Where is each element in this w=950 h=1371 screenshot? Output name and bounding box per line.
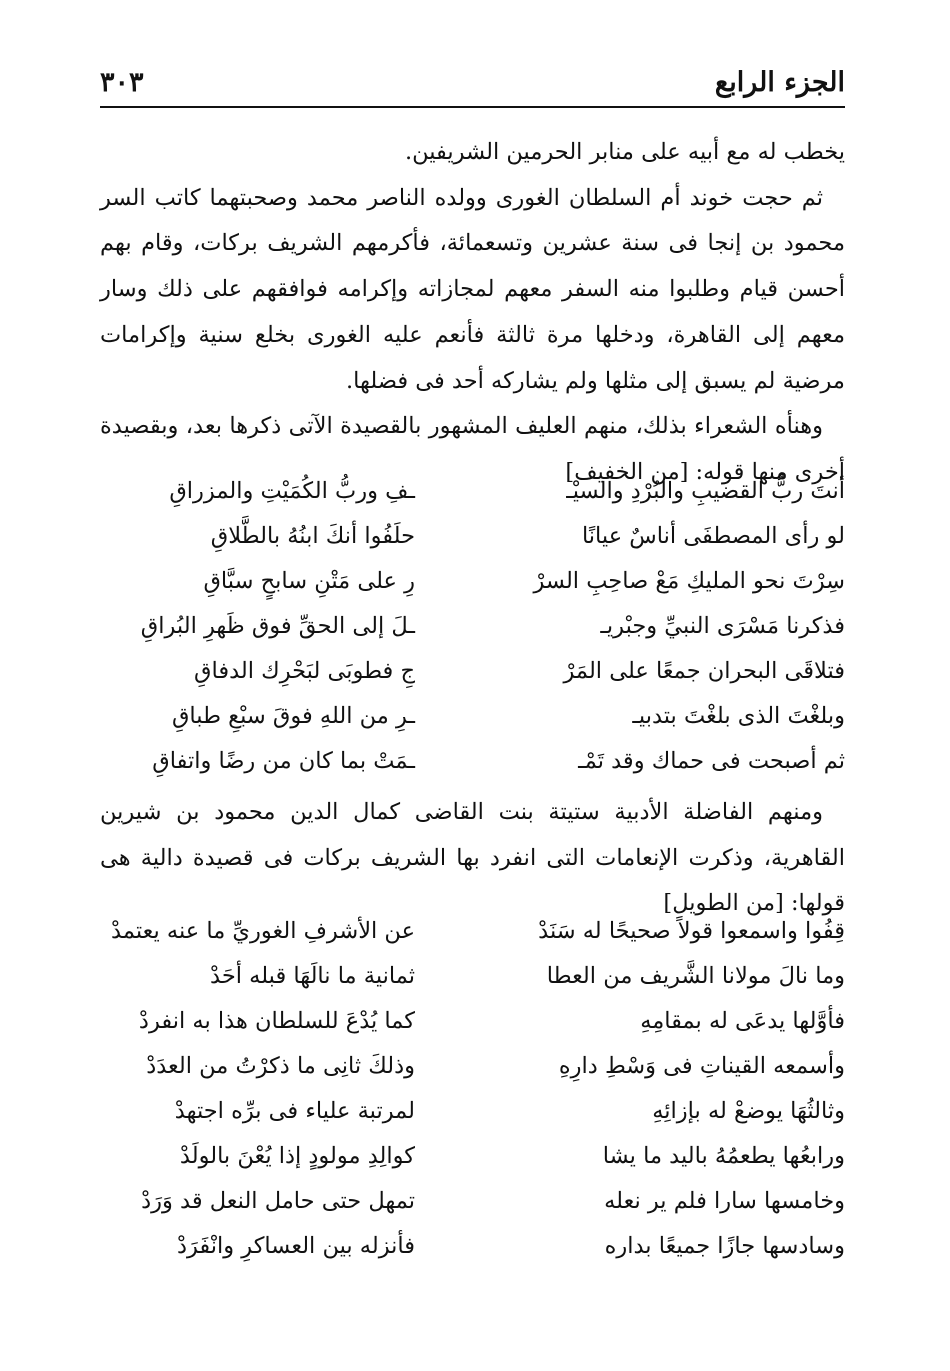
paragraph: ثم حجت خوند أم السلطان الغورى وولده الناصر محمد وصحبتهما كاتب السر محمود بن إنجا فى سنة عشرين وتسعمائة، فأكرمهم الشريف بركات، وقام بهم أحسن قيام وطلبوا منه السفر معهم لمجازاته وإكرامه فوافقهم على ذلك وسار معهم إلى القاهرة، ودخلها مرة ثالثة فأنعم عليه الغورى بخلع سنية وإكرامات مرضية لم يسبق إلى مثلها ولم يشاركه أحد فى فضلها.: [100, 184, 845, 394]
verse-second-hemistich: ـفِ وربُّ الكُمَيْتِ والمزراقِ: [169, 478, 415, 504]
verse-first-hemistich: قِفُوا واسمعوا قولاً صحيحًا له سَنَدْ: [538, 918, 845, 944]
verse-line: [100, 918, 845, 963]
verse-line: [100, 1008, 845, 1053]
verse-line: [100, 1233, 845, 1278]
verse-second-hemistich: حلَفُوا أنكَ ابنُهُ بالطَّلاقِ: [210, 523, 415, 549]
verse-first-hemistich: وثالثُهَا يوضعْ له بإزائِهِ: [652, 1098, 845, 1124]
running-title: الجزء الرابع: [714, 67, 845, 98]
prose-block-2: [100, 790, 845, 927]
verse-second-hemistich: كوالِدِ مولودٍ إذا يُعْنَ بالولَدْ: [179, 1143, 415, 1169]
poem-khafif: [100, 478, 845, 793]
verse-first-hemistich: وأسمعه القيناتِ فى وَسْطِ دارِهِ: [558, 1053, 845, 1079]
verse-second-hemistich: ـرِ من اللهِ فوقَ سبْعِ طباقِ: [171, 703, 415, 729]
verse-second-hemistich: فأنزله بين العساكرِ وانْفَرَدْ: [176, 1233, 415, 1259]
verse-second-hemistich: عن الأشرفِ الغوريِّ ما عنه يعتمدْ: [111, 918, 415, 944]
verse-second-hemistich: جِ فطوبَى لبَحْرِك الدفاقِ: [194, 658, 415, 684]
verse-line: [100, 1188, 845, 1233]
verse-line: [100, 523, 845, 568]
verse-line: [100, 1143, 845, 1188]
verse-first-hemistich: وسادسها جازًا جميعًا بداره: [604, 1233, 845, 1259]
paragraph: ومنهم الفاضلة الأدبية ستيتة بنت القاضى كمال الدين محمود بن شيرين القاهرية، وذكرت الإنعامات التى انفرد بها الشريف بركات فى قصيدة دالية هى قولها: [من الطويل]: [100, 799, 845, 917]
verse-line: [100, 1098, 845, 1143]
verse-second-hemistich: ـمَتْ بما كان من رضًا واتفاقِ: [152, 748, 415, 774]
verse-first-hemistich: فتلاقَى البحران جمعًا على المَرْ: [563, 658, 845, 684]
verse-first-hemistich: فذكرنا مَسْرَى النبيِّ وجبْريـ: [600, 613, 845, 639]
page-header: [100, 58, 845, 98]
paragraph: يخطب له مع أبيه على منابر الحرمين الشريفين.: [404, 139, 845, 165]
poem-tawil: [100, 918, 845, 1278]
verse-second-hemistich: وذلكَ ثانِى ما ذكرْتُ من العدَدْ: [146, 1053, 415, 1079]
page-number: ٣٠٣: [100, 67, 144, 98]
verse-first-hemistich: وخامسها سارا فلم ير نعله: [604, 1188, 845, 1214]
verse-second-hemistich: ـلَ إلى الحقِّ فوق ظَهرِ البُراقِ: [140, 613, 415, 639]
verse-line: [100, 478, 845, 523]
verse-second-hemistich: تمهل حتى حامل النعل قد وَرَدْ: [141, 1188, 415, 1214]
verse-first-hemistich: وبلغْتَ الذى بلغْتَ بتدبيـ: [632, 703, 845, 729]
paragraph: وهنأه الشعراء بذلك، منهم العليف المشهور بالقصيدة الآتى ذكرها بعد، وبقصيدة أخرى منها قوله: [من الخفيف]: [100, 413, 845, 485]
header-rule: [100, 106, 845, 108]
verse-first-hemistich: فأوَّلها يدعَى له بمقامِهِ: [640, 1008, 845, 1034]
verse-line: [100, 748, 845, 793]
verse-second-hemistich: رِ على مَتْنِ سابحٍ سبَّاقِ: [203, 568, 415, 594]
verse-line: [100, 658, 845, 703]
prose-block-1: [100, 130, 845, 496]
verse-line: [100, 1053, 845, 1098]
verse-line: [100, 703, 845, 748]
verse-first-hemistich: ورابعُها يطعمُهُ باليد ما يشا: [602, 1143, 845, 1169]
verse-second-hemistich: لمرتبة علياء فى برِّه اجتهدْ: [174, 1098, 415, 1124]
verse-first-hemistich: أنتَ ربُّ القضيبِ والبُرْدِ والسيْـ: [566, 478, 845, 504]
verse-first-hemistich: وما نالَ مولانا الشَّريف من العطا: [546, 963, 845, 989]
verse-first-hemistich: سِرْتَ نحو المليكِ مَعْ صاحِبِ السرْ: [533, 568, 845, 594]
verse-first-hemistich: لو رأى المصطفَى أناسٌ عيانًا: [581, 523, 845, 549]
verse-line: [100, 568, 845, 613]
verse-line: [100, 613, 845, 658]
verse-line: [100, 963, 845, 1008]
verse-second-hemistich: ثمانية ما نالَهَا قبله أحَدْ: [210, 963, 415, 989]
verse-first-hemistich: ثم أصبحت فى حماك وقد تَمْـ: [578, 748, 845, 774]
verse-second-hemistich: كما يُدْعَ للسلطان هذا به انفردْ: [138, 1008, 415, 1034]
